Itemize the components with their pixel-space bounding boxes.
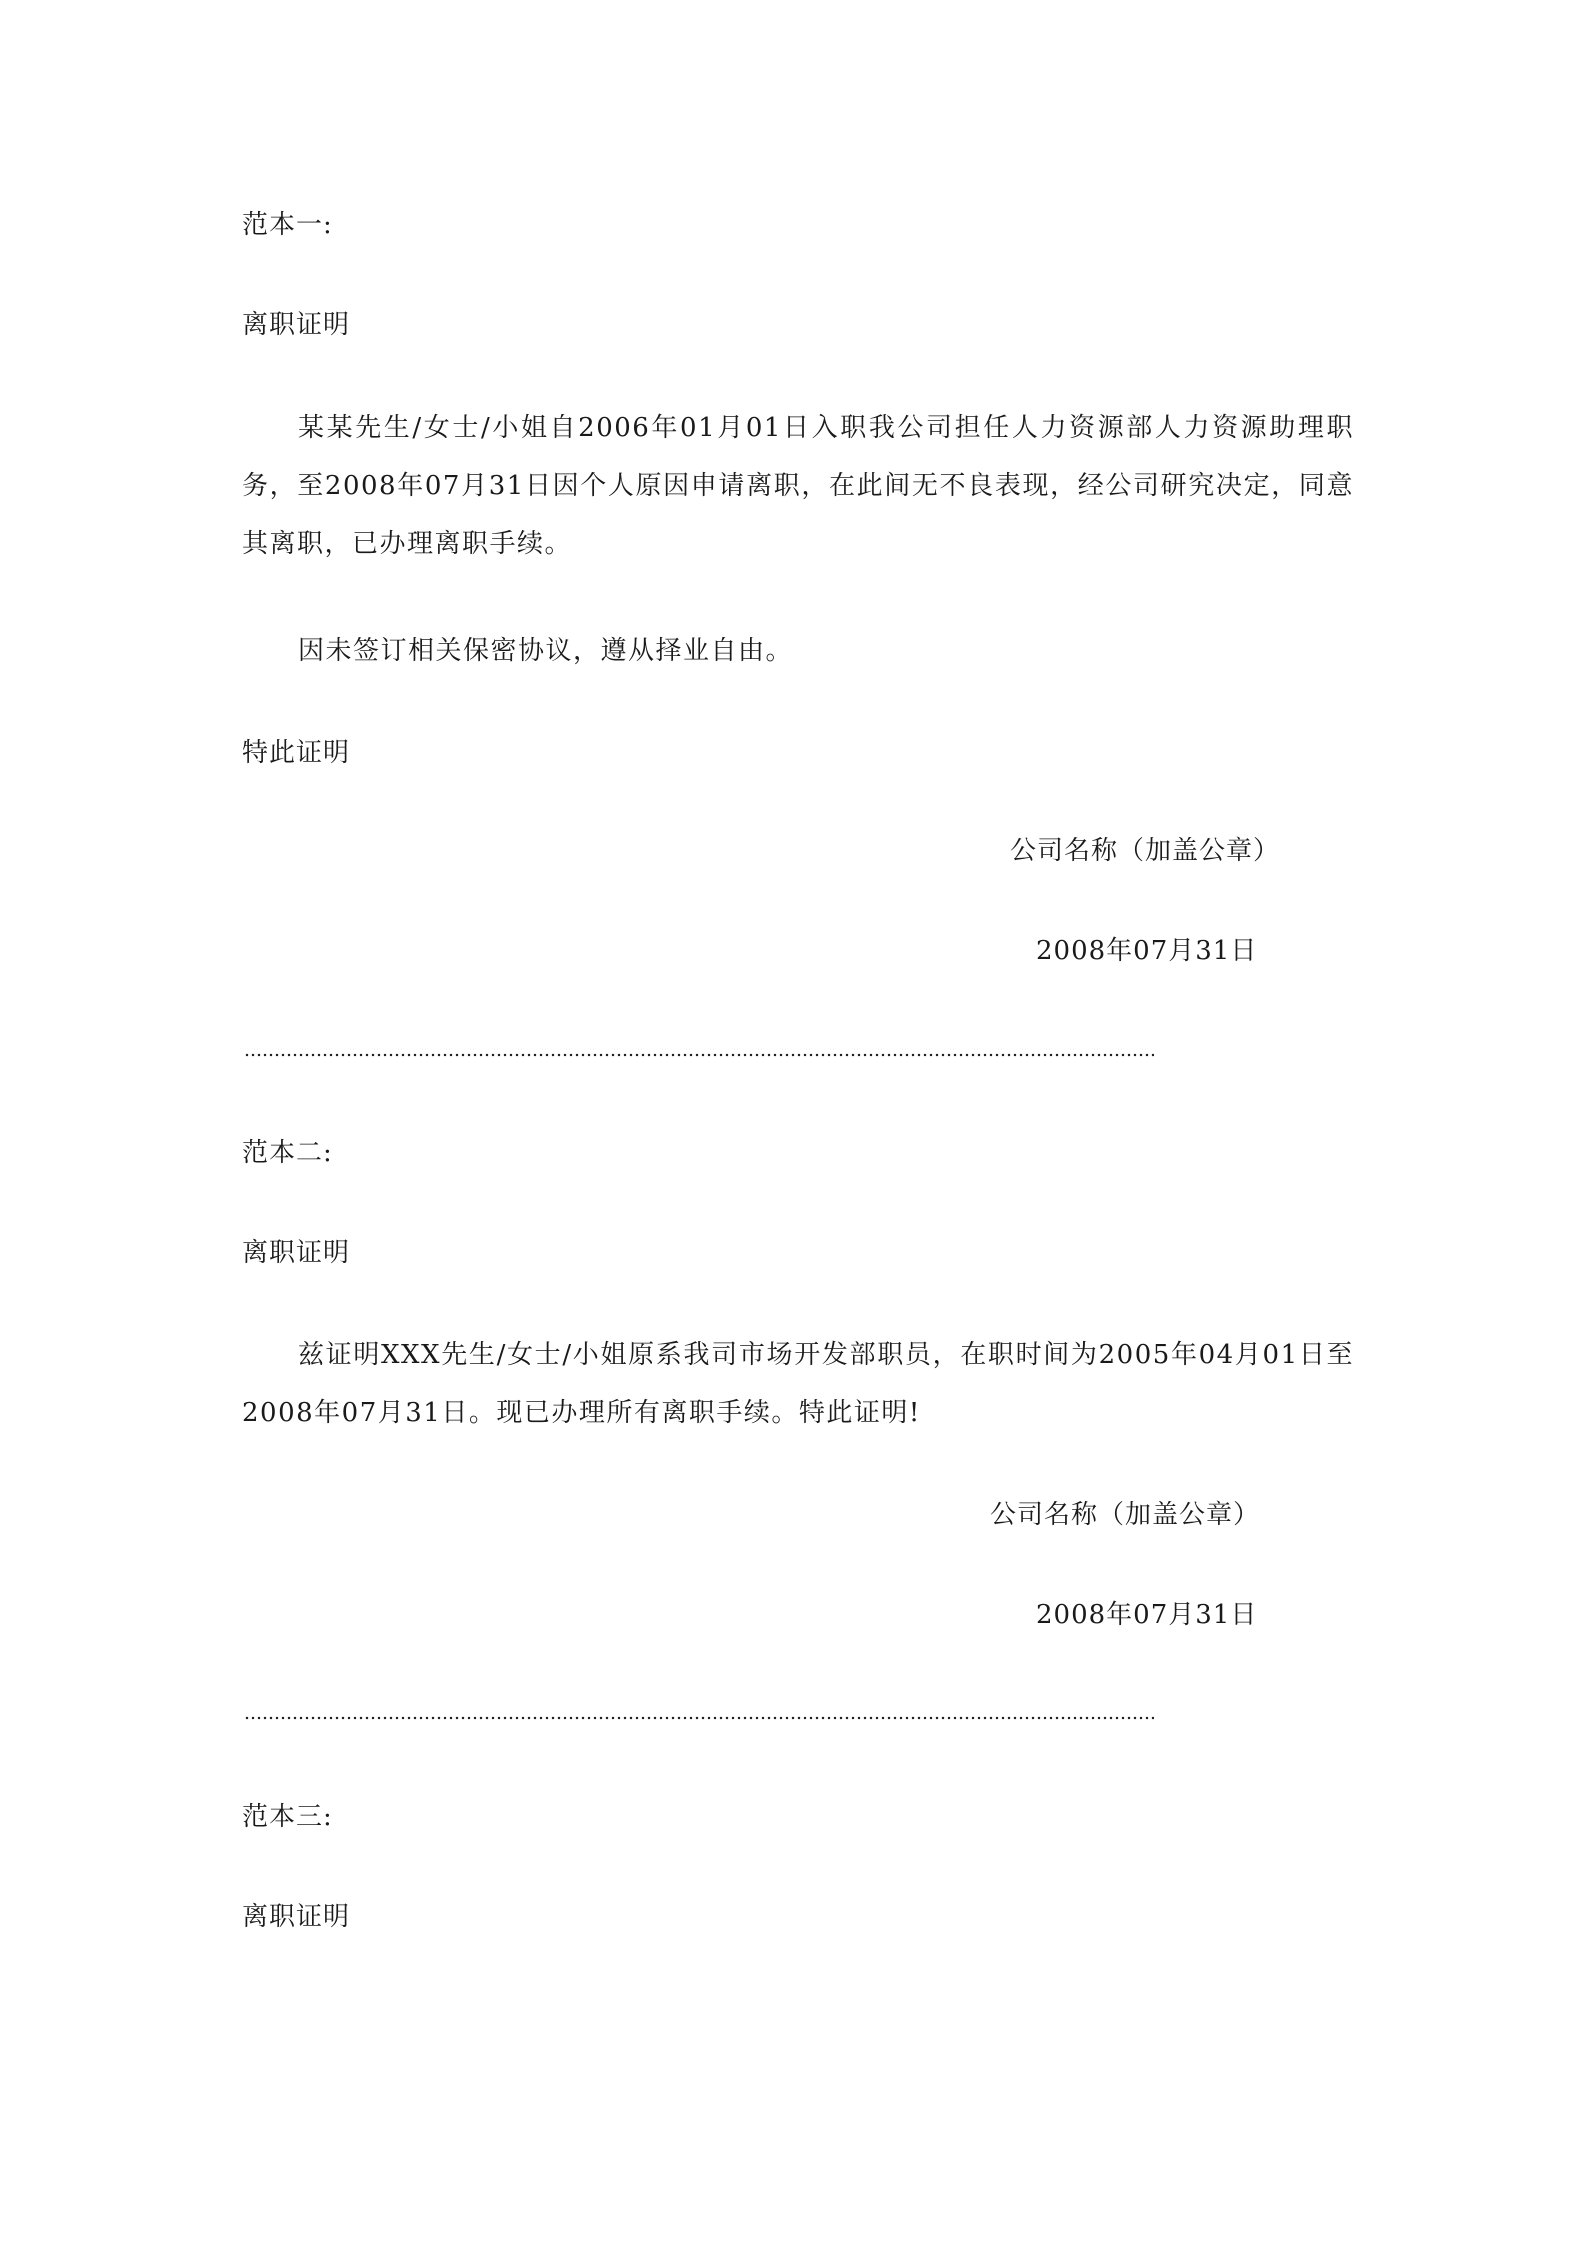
template1-label: 范本一:: [242, 210, 333, 240]
template1-date: 2008年07月31日: [1036, 936, 1258, 966]
template1-body2: 因未签订相关保密协议，遵从择业自由。: [298, 636, 794, 666]
template2-date: 2008年07月31日: [1036, 1600, 1258, 1630]
template1-closing: 特此证明: [242, 738, 351, 768]
template2-body: 兹证明XXX先生/女士/小姐原系我司市场开发部职员，在职时间为2005年04月01日至2008年07月31日。现已办理所有离职手续。特此证明!: [242, 1340, 1354, 1428]
template2-title: 离职证明: [242, 1238, 351, 1268]
template1-body: 某某先生/女士/小姐自2006年01月01日入职我公司担任人力资源部人力资源助理职务，至2008年07月31日因个人原因申请离职，在此间无不良表现，经公司研究决定，同意其离职，已办理离职手续。: [242, 413, 1354, 559]
template1-company: 公司名称（加盖公章）: [1010, 836, 1281, 866]
template1-title: 离职证明: [242, 310, 351, 340]
template3-label: 范本三:: [242, 1802, 333, 1832]
section-divider: [244, 1053, 1154, 1057]
template2-company: 公司名称（加盖公章）: [990, 1500, 1261, 1530]
template3-title: 离职证明: [242, 1902, 351, 1932]
section-divider: [244, 1716, 1154, 1720]
template2-label: 范本二:: [242, 1138, 333, 1168]
